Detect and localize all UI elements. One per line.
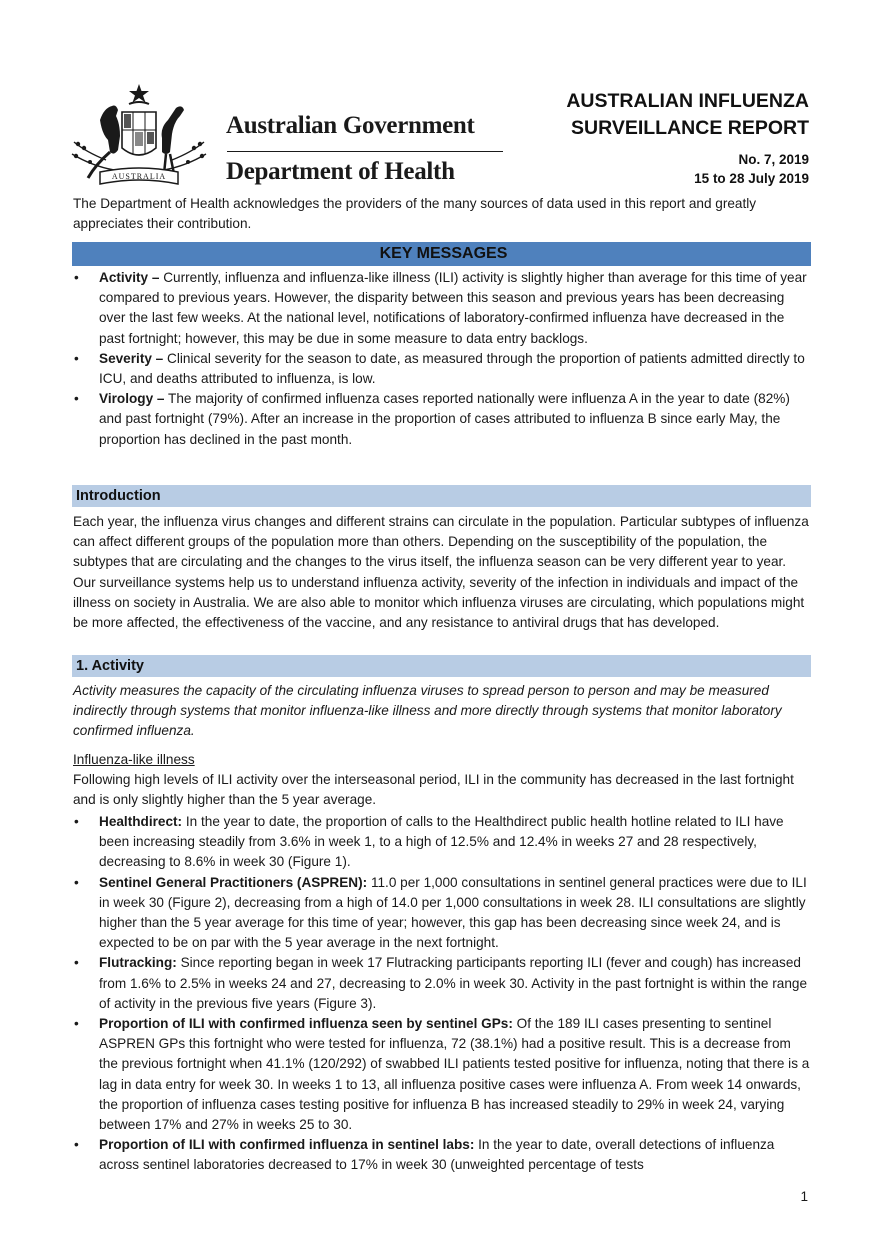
bullet-icon: • (74, 350, 79, 366)
report-period: 15 to 28 July 2019 (694, 171, 809, 186)
item-text: 11.0 per 1,000 consultations in sentinel general practices were due to ILI in week 30 (Figure 2), decreasing from a high of 14.0 per 1,000 consultations in week 28. ILI consultations are slightly higher than the 5 year average for this time of year; however, this gap has been decreasing since week 24, and is expected to be on par with the 5 year average in the next fortnight. (99, 874, 807, 951)
item-text: Of the 189 ILI cases presenting to sentinel ASPREN GPs this fortnight who were tested for influenza, 72 (38.1%) had a positive result. This is a decrease from the previous fortnight when 41.1% (120/292) of swabbed ILI patients tested positive for influenza, noting that there is a lag in data entry for week 30. In weeks 1 to 13, all influenza positive cases were influenza A. From week 14 onwards, the proportion of influenza cases testing positive for influenza B has increased steadily to 29% in week 24, varying between 17% and 27% in weeks 25 to 30. (99, 1016, 810, 1133)
bullet-icon: • (74, 1016, 79, 1032)
bullet-icon: • (74, 391, 79, 407)
item-label: Sentinel General Practitioners (ASPREN): (99, 874, 368, 890)
activity-description: Activity measures the capacity of the circulating influenza viruses to spread person to person and may be measured indirectly through systems that monitor influenza-like illness and more directly through systems that monitor laboratory confirmed influenza. (73, 683, 782, 739)
activity-list (73, 812, 810, 1176)
bullet-icon: • (74, 874, 79, 890)
list-item (73, 812, 810, 873)
report-title-line1: AUSTRALIAN INFLUENZA (566, 90, 809, 112)
list-item (73, 953, 810, 1014)
introduction-heading: Introduction (72, 485, 811, 507)
item-text: Clinical severity for the season to date, as measured through the proportion of patients admitted directly to ICU, and deaths attributed to influenza, is low. (99, 350, 805, 387)
key-messages-heading: KEY MESSAGES (72, 242, 811, 266)
item-label: Healthdirect: (99, 814, 183, 829)
report-meta (694, 150, 809, 188)
item-label: Severity – (99, 350, 164, 366)
list-item (73, 389, 810, 450)
department-name: Department of Health (226, 158, 455, 185)
item-label: Virology – (99, 391, 165, 407)
ili-subheading: Influenza-like illness (73, 752, 195, 767)
item-text: Since reporting began in week 17 Flutracking participants reporting ILI (fever and cough) has increased from 1.6% to 2.5% in weeks 24 and 27, decreasing to 2.0% in week 30. Activity in the past fortnight is within the range of activity in the previous five years (Figure 3). (99, 955, 808, 1011)
item-text: The majority of confirmed influenza cases reported nationally were influenza A in the year to date (82%) and past fortnight (79%). After an increase in the proportion of cases attributed to influenza B since early May, the proportion has declined in the past month. (99, 391, 790, 447)
bullet-icon: • (74, 270, 79, 285)
item-label: Proportion of ILI with confirmed influenza in sentinel labs: (99, 1137, 475, 1153)
item-text: In the year to date, the proportion of calls to the Healthdirect public health hotline related to ILI have been increasing steadily from 3.6% in week 1, to a high of 12.5% and 12.4% in weeks 27 and 28 respectively, decreasing to 8.6% in week 30 (Figure 1). (99, 814, 784, 870)
report-title-line2: SURVEILLANCE REPORT (571, 117, 809, 139)
bullet-icon: • (74, 955, 79, 971)
report-number: No. 7, 2019 (738, 152, 809, 167)
item-text: In the year to date, overall detections of influenza across sentinel laboratories decreased to 17% in week 30 (unweighted percentage of tests (99, 1137, 775, 1173)
report-title (566, 88, 809, 142)
coat-of-arms-logo (66, 82, 212, 192)
crest-scroll-text: AUSTRALIA (111, 172, 167, 181)
list-item (73, 1135, 810, 1175)
government-name: Australian Government (226, 112, 475, 139)
item-text: Currently, influenza and influenza-like illness (ILI) activity is slightly higher than average for this time of year compared to previous years. However, the disparity between this season and previous years has been decreasing over the last few weeks. At the national level, notifications of laboratory-confirmed influenza have decreased in the past fortnight; however, this may be due in some measure to data entry backlogs. (99, 270, 807, 346)
item-label: Flutracking: (99, 955, 177, 971)
header-rule (227, 151, 503, 152)
item-label: Proportion of ILI with confirmed influenza seen by sentinel GPs: (99, 1016, 513, 1032)
item-label: Activity – (99, 270, 160, 285)
list-item (73, 268, 810, 349)
list-item (73, 349, 810, 389)
introduction-text: Each year, the influenza virus changes and different strains can circulate in the population. Particular subtypes of influenza can affect different groups of the population more than others. Depending on the susceptibility of the population, the subtypes that are circulating and the changes to the virus itself, the influenza season can be very different year to year. Our surveillance systems help us to understand influenza activity, severity of the infection in individuals and impact of the illness on society in Australia. We are also able to monitor which influenza viruses are circulating, which populations might be more affected, the effectiveness of the vaccine, and any resistance to antiviral drugs that has developed. (73, 514, 809, 631)
list-item (73, 873, 810, 954)
page-number: 1 (800, 1189, 808, 1204)
acknowledgement: The Department of Health acknowledges the providers of the many sources of data used in this report and greatly appreciates their contribution. (73, 196, 757, 232)
bullet-icon: • (74, 814, 79, 829)
bullet-icon: • (74, 1137, 79, 1153)
list-item (73, 1014, 810, 1135)
ili-intro-text: Following high levels of ILI activity over the interseasonal period, ILI in the community has decreased in the last fortnight and is only slightly higher than the 5 year average. (73, 772, 794, 808)
key-messages-list (73, 268, 810, 450)
activity-heading: 1. Activity (72, 655, 811, 677)
